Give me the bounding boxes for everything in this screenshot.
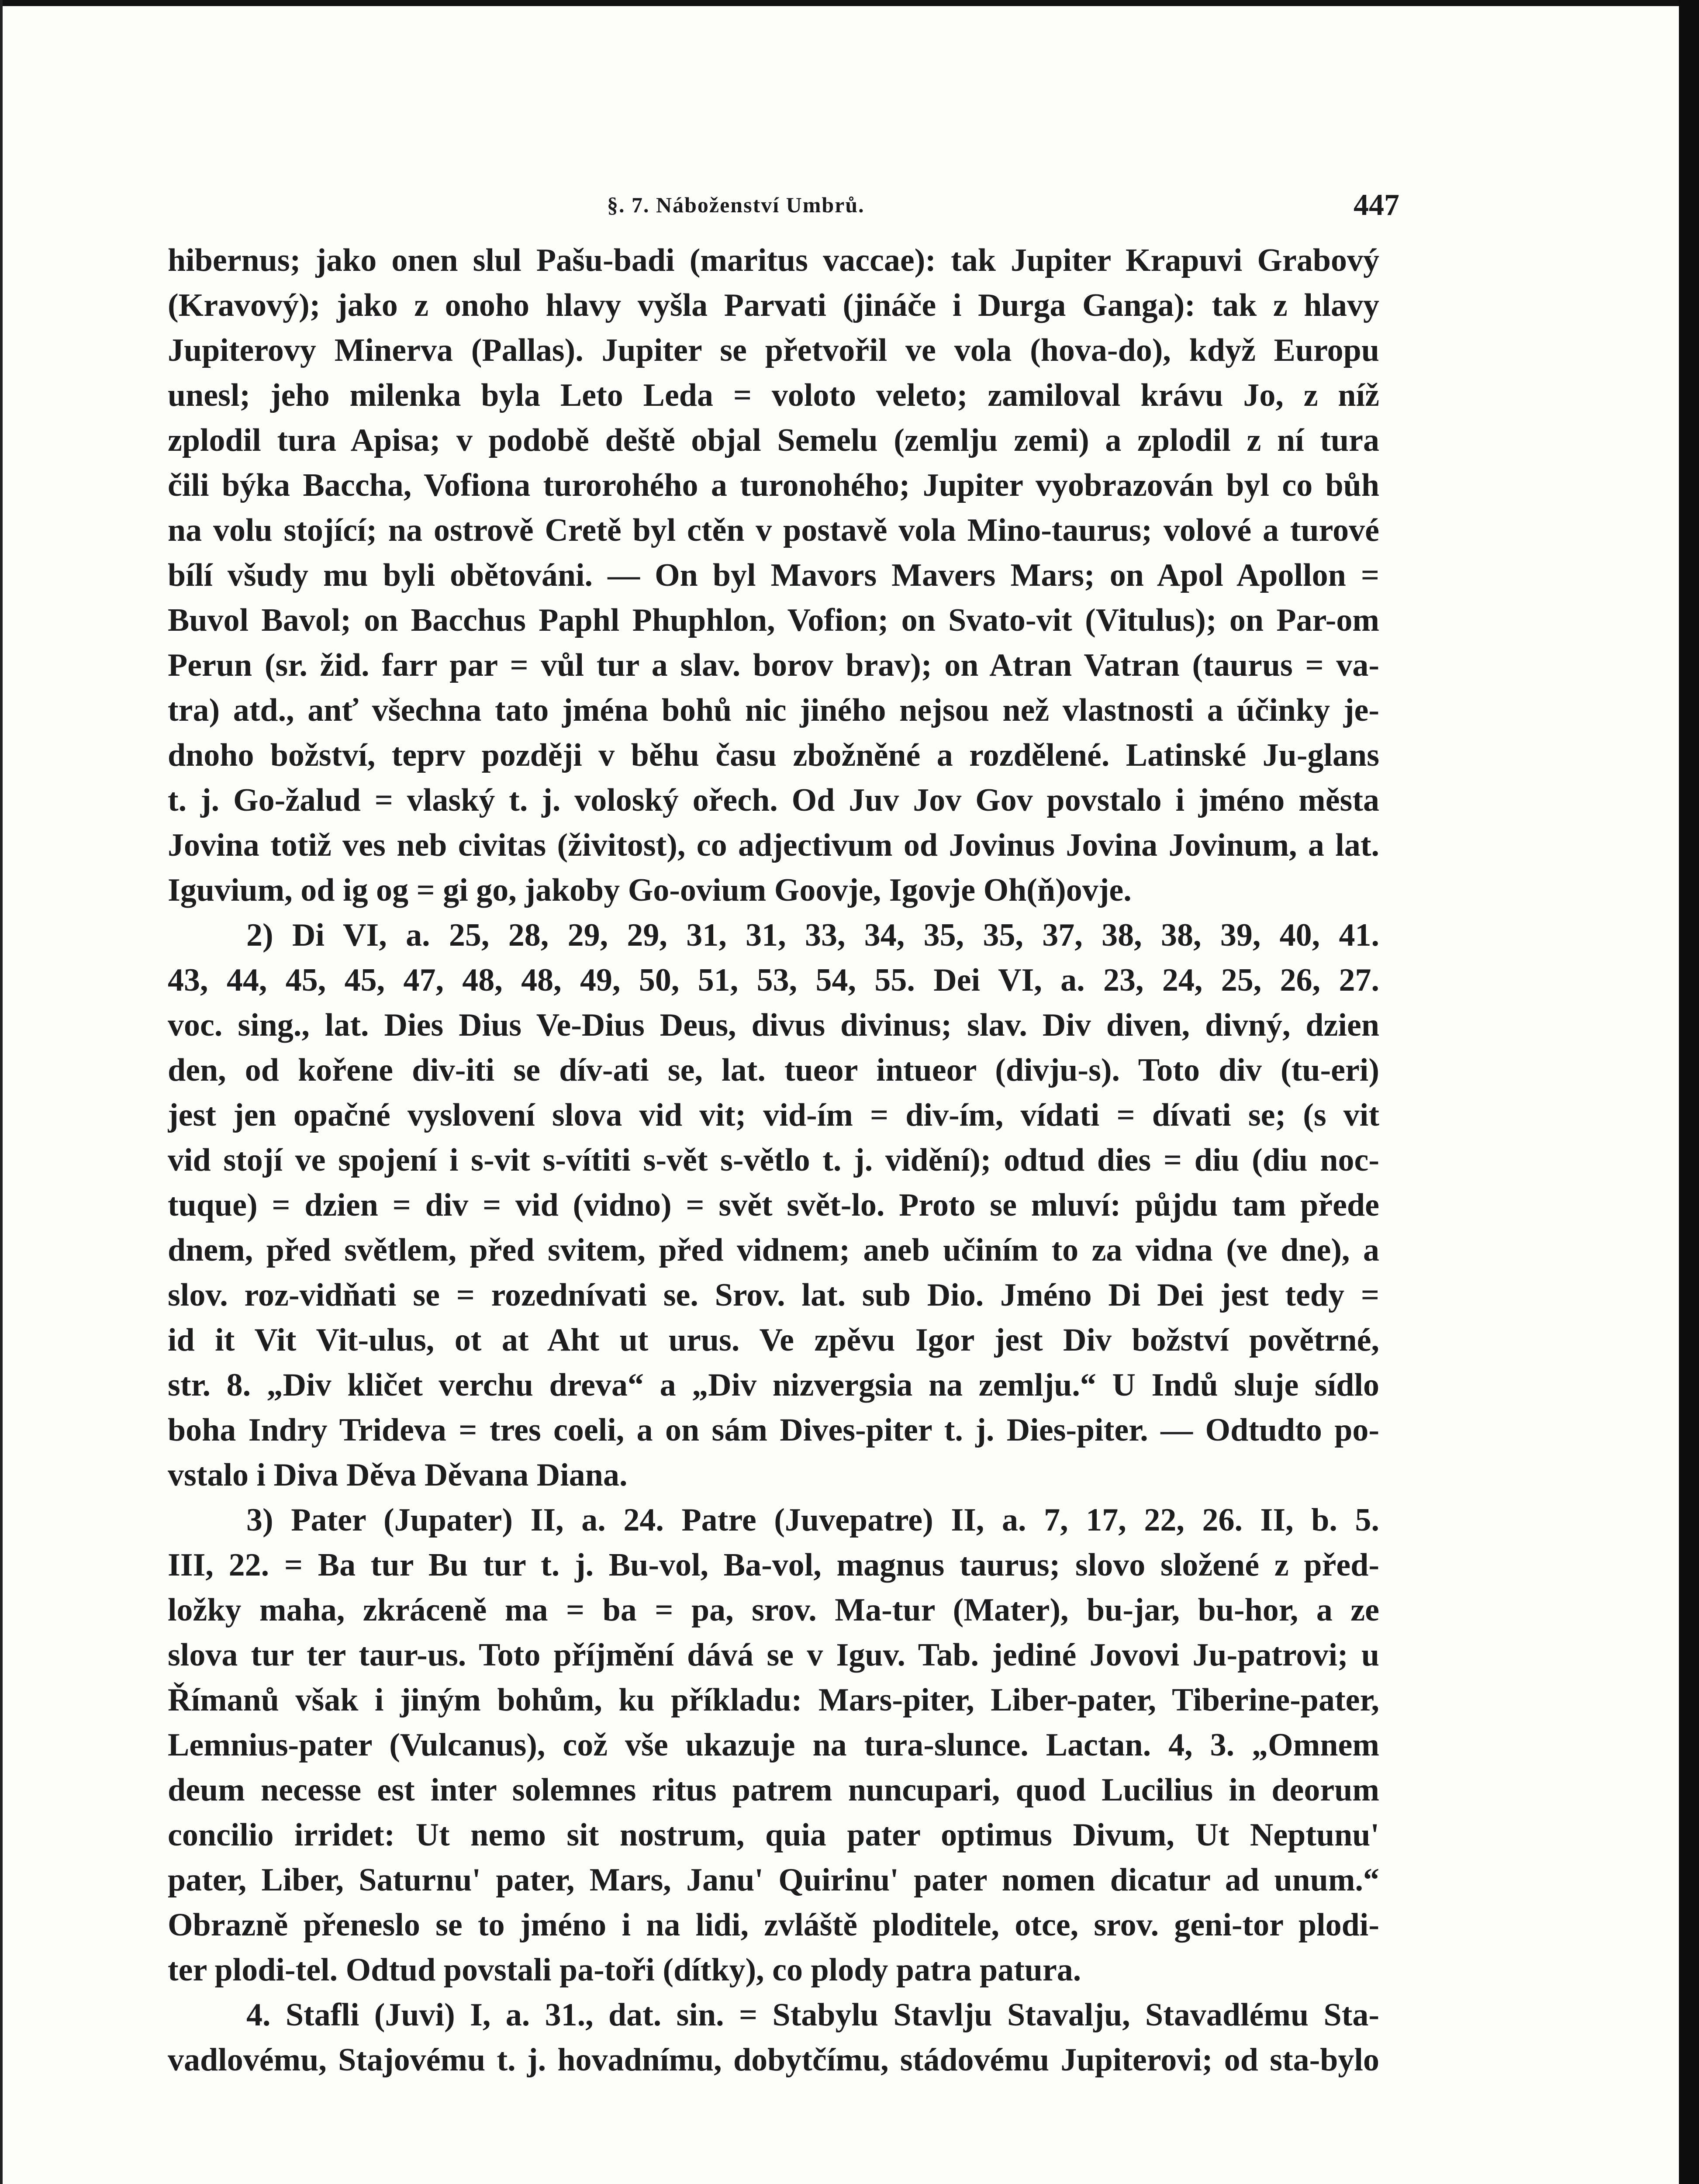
text-line: Obrazně přeneslo se to jméno i na lidi, zvláště ploditele, otce, srov. geni-tor plodi- [168,1907,1379,1943]
text-line: ter plodi-tel. Odtud povstali pa-toři (dítky), co plody patra patura. [168,1952,1081,1988]
text-line: Jupiterovy Minerva (Pallas). Jupiter se přetvořil ve vola (hova-do), když Europu [168,332,1379,368]
text-line: na volu stojící; na ostrově Cretě byl ctěn v postavě vola Mino-taurus; volové a turové [168,512,1379,548]
text-line: zplodil tura Apisa; v podobě deště objal Semelu (zemlju zemi) a zplodil z ní tura [168,422,1379,458]
running-title: §. 7. Náboženství Umbrů. [607,193,865,217]
body-text [168,238,1379,2083]
text-line: pater, Liber, Saturnu' pater, Mars, Janu' Quirinu' pater nomen dicatur ad unum.“ [168,1862,1379,1898]
text-line: slova tur ter taur-us. Toto příjmění dává se v Iguv. Tab. jediné Jovovi Ju-patrovi; u [168,1637,1379,1673]
text-line: Iguvium, od ig og = gi go, jakoby Go-ovium Goovje, Igovje Oh(ň)ovje. [168,872,1132,908]
text-line: Lemnius-pater (Vulcanus), což vše ukazuje na tura-slunce. Lactan. 4, 3. „Omnem [168,1727,1379,1763]
text-line: id it Vit Vit-ulus, ot at Aht ut urus. Ve zpěvu Igor jest Div božství povětrné, [168,1322,1379,1358]
page-number: 447 [1354,188,1399,222]
text-line: tra) atd., anť všechna tato jména bohů nic jiného nejsou než vlastnosti a účinky je- [168,692,1379,728]
text-line: unesl; jeho milenka byla Leto Leda = voloto veleto; zamiloval krávu Jo, z níž [168,377,1379,413]
text-line: Buvol Bavol; on Bacchus Paphl Phuphlon, Vofion; on Svato-vit (Vitulus); on Par-om [168,602,1379,638]
text-line: hibernus; jako onen slul Pašu-badi (maritus vaccae): tak Jupiter Krapuvi Grabový [168,242,1379,278]
text-line: čili býka Baccha, Vofiona turorohého a turonohého; Jupiter vyobrazován byl co bůh [168,467,1379,503]
text-line: III, 22. = Ba tur Bu tur t. j. Bu-vol, Ba-vol, magnus taurus; slovo složené z před- [168,1547,1379,1583]
text-line: bílí všudy mu byli obětováni. — On byl Mavors Mavers Mars; on Apol Apollon = [168,557,1379,593]
text-line: (Kravový); jako z onoho hlavy vyšla Parvati (jináče i Durga Ganga): tak z hlavy [168,287,1379,323]
text-line: deum necesse est inter solemnes ritus patrem nuncupari, quod Lucilius in deorum [168,1772,1379,1808]
scan-border-left [0,0,3,2184]
text-line: dnoho božství, teprv později v běhu času zbožněné a rozdělené. Latinské Ju-glans [168,737,1379,773]
paragraph-start-line: 3) Pater (Jupater) II, a. 24. Patre (Juvepatre) II, a. 7, 17, 22, 26. II, b. 5. [246,1502,1379,1538]
paragraph-start-line: 4. Stafli (Juvi) I, a. 31., dat. sin. = Stabylu Stavlju Stavalju, Stavadlému Sta- [246,1997,1379,2033]
text-line: ložky maha, zkráceně ma = ba = pa, srov. Ma-tur (Mater), bu-jar, bu-hor, a ze [168,1592,1379,1628]
scan-border-right [1679,0,1699,2184]
running-head [170,188,1399,223]
text-line: vid stojí ve spojení i s-vit s-vítiti s-vět s-větlo t. j. vidění); odtud dies = diu (diu noc- [168,1142,1379,1178]
text-line: Perun (sr. žid. farr par = vůl tur a slav. borov brav); on Atran Vatran (taurus = va- [168,647,1379,683]
text-line: vadlovému, Stajovému t. j. hovadnímu, dobytčímu, stádovému Jupiterovi; od sta-bylo [168,2042,1379,2078]
scan-border-top [0,0,1699,6]
text-line: slov. roz-vidňati se = rozednívati se. Srov. lat. sub Dio. Jméno Di Dei jest tedy = [168,1277,1379,1313]
text-line: tuque) = dzien = div = vid (vidno) = svět svět-lo. Proto se mluví: půjdu tam přede [168,1187,1379,1223]
text-line: Jovina totiž ves neb civitas (živitost), co adjectivum od Jovinus Jovina Jovinum, a lat. [168,827,1379,863]
paragraph-start-line: 2) Di VI, a. 25, 28, 29, 29, 31, 31, 33, 34, 35, 35, 37, 38, 38, 39, 40, 41. [246,917,1379,953]
text-line: vstalo i Diva Děva Děvana Diana. [168,1457,628,1493]
text-line: str. 8. „Div kličet verchu dreva“ a „Div nizvergsia na zemlju.“ U Indů sluje sídlo [168,1367,1379,1403]
text-line: dnem, před světlem, před svitem, před vidnem; aneb učiním to za vidna (ve dne), a [168,1232,1379,1268]
text-line: 43, 44, 45, 45, 47, 48, 48, 49, 50, 51, 53, 54, 55. Dei VI, a. 23, 24, 25, 26, 27. [168,962,1379,998]
text-line: jest jen opačné vyslovení slova vid vit; vid-ím = div-ím, vídati = dívati se; (s vit [168,1097,1379,1133]
text-line: den, od kořene div-iti se dív-ati se, lat. tueor intueor (divju-s). Toto div (tu-eri) [168,1052,1379,1088]
text-line: concilio irridet: Ut nemo sit nostrum, quia pater optimus Divum, Ut Neptunu' [168,1817,1379,1853]
text-line: Římanů však i jiným bohům, ku příkladu: Mars-piter, Liber-pater, Tiberine-pater, [168,1682,1379,1718]
text-line: boha Indry Trideva = tres coeli, a on sám Dives-piter t. j. Dies-piter. — Odtudto po- [168,1412,1379,1448]
text-line: voc. sing., lat. Dies Dius Ve-Dius Deus, divus divinus; slav. Div diven, divný, dzien [168,1007,1379,1043]
text-line: t. j. Go-žalud = vlaský t. j. voloský ořech. Od Juv Jov Gov povstalo i jméno města [168,782,1379,818]
